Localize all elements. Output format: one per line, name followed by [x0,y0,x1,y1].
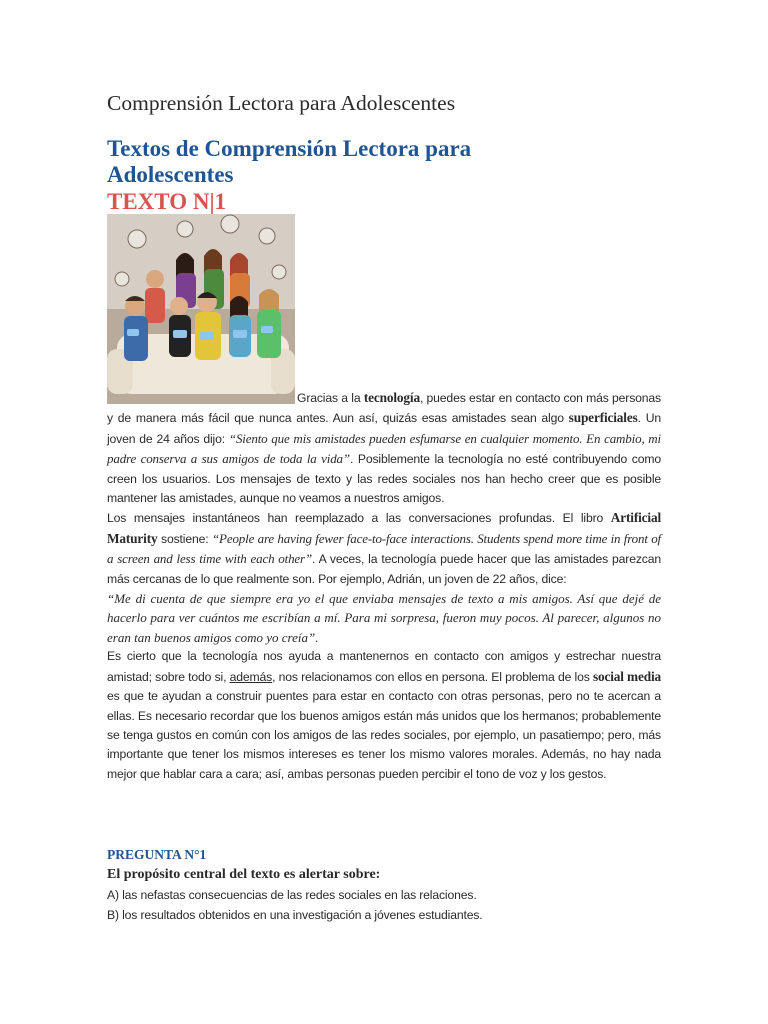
text-run: . Posiblemente la tecnología no esté contribuyendo como creen los usuarios. Los mensajes de texto y las redes sociales nos han hecho creer que es posible mantener las amistades, aunque no veamos a nuestros amigos. [107,452,661,506]
text-run: , puedes estar en contacto con más personas y de manera más fácil que nunca antes. Aun así, quizás esas amistades sean algo [107,391,661,426]
english-quote: “People are having fewer face-to-face interactions. Students spend more time in front of a screen and less time with each other” [107,530,662,567]
text-run: Los mensajes instantáneos han reemplazado a las conversaciones profundas. El libro [107,511,611,526]
bold-term-social-media: social media [592,668,661,684]
text-run: es que te ayudan a construir puentes para estar en contacto con otras personas, pero no te acercan a ellas. Es necesario recordar que los buenos amigos están más unidos que los hermanos; probablemente se tenga gustos en común con los amigos de las redes sociales, por ejemplo, un pasatiempo; pero, más importante que tener los mismos intereses es tener los mismo valores morales. Además, no hay nada mejor que hablar cara a cara; así, ambas personas pueden percibir el tono de voz y los gestos. [107,689,661,781]
section-title: Textos de Comprensión Lectora para Adolescentes [107,136,472,187]
answer-option-b: B) los resultados obtenidos en una investigación a jóvenes estudiantes. [107,908,483,922]
paragraph-1 [107,388,661,508]
question-label: PREGUNTA N°1 [107,847,207,862]
underlined-word: además [229,669,273,684]
text-run: Gracias a la [297,391,364,405]
teens-with-phones-illustration [107,214,295,404]
paragraph-4 [107,647,661,784]
answer-option-a: A) las nefastas consecuencias de las redes sociales en las relaciones. [107,888,477,902]
text-run: . A veces, la tecnología puede hacer que las amistades parezcan más cercanas de lo que realmente son. Por ejemplo, Adrián, un joven de 22 años, dice: [107,552,661,586]
question-block [107,845,661,925]
quote-italic: “Siento que mis amistades pueden esfumarse en cualquier momento. En cambio, mi padre conserva a sus amigos de toda la vida” [107,430,662,467]
paragraph-2 [107,508,661,589]
bold-term-superficiales: superficiales [568,410,638,426]
book-title: Artificial Maturity [107,510,661,546]
question-stem: El propósito central del texto es alertar sobre: [107,867,381,882]
text-run: , nos relacionamos con ellos en persona. El problema de los [272,669,593,684]
reading-passage [107,388,661,784]
texto-number-heading: TEXTO N|1 [107,189,227,214]
paragraph-3-quote: “Me di cuenta de que siempre era yo el que enviaba mensajes de texto a mis amigos. Así que dejé de hacerlo para ver cuántos me escribían a mí. Para mi sorpresa, fueron muy pocos. Al parecer, algunos no eran tan buenos amigos como yo creía”. [107,591,661,645]
bold-term-tecnologia: tecnología [363,390,420,405]
text-run: sostiene: [157,531,212,546]
text-run: . Un joven de 24 años dijo: [107,411,661,446]
text-run: Es cierto que la tecnología nos ayuda a mantenernos en contacto con amigos y estrechar nuestra amistad; sobre todo si, [107,649,661,684]
document-title: Comprensión Lectora para Adolescentes [107,91,456,115]
